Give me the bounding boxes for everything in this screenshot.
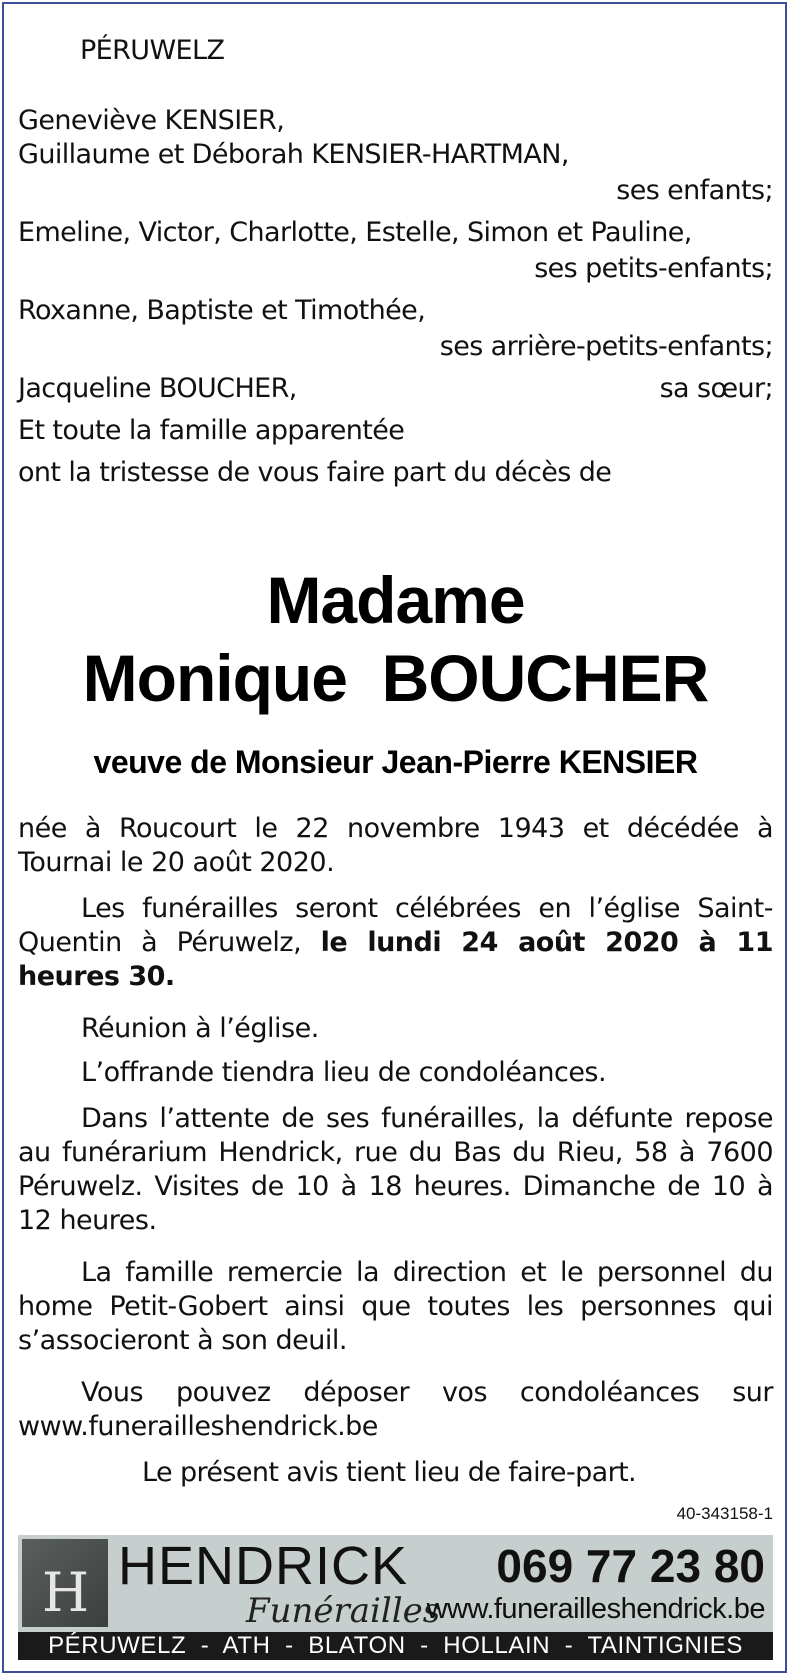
reference-number: 40-343158-1 xyxy=(676,1504,773,1523)
phone-number: 069 77 23 80 xyxy=(496,1540,765,1592)
relation-great-grandchildren: ses arrière-petits-enfants; xyxy=(439,331,773,362)
relation-grandchildren: ses petits-enfants; xyxy=(534,253,773,284)
website-link[interactable]: www.funerailleshendrick.be xyxy=(426,1593,765,1625)
brand-name: HENDRICK xyxy=(118,1536,409,1596)
funeral-home-banner xyxy=(18,1535,773,1660)
offering-paragraph: L’offrande tiendra lieu de condoléances. xyxy=(81,1057,607,1088)
deceased-title: Madame xyxy=(266,563,525,637)
brand-subtitle: Funérailles xyxy=(246,1591,441,1631)
funeral-date: le lundi 24 août 2020 à 11 heures 30. xyxy=(18,927,773,992)
family-line-1: Geneviève KENSIER, xyxy=(18,105,285,136)
cities-strip: PÉRUWELZ - ATH - BLATON - HOLLAIN - TAINTIGNIES xyxy=(18,1632,773,1660)
deceased-name: Monique BOUCHER xyxy=(82,641,709,715)
relation-sister: sa sœur; xyxy=(659,373,773,404)
funeral-intro: Les funérailles seront célébrées en l’église Saint-Quentin à Péruwelz, xyxy=(18,893,773,958)
birth-death-paragraph: née à Roucourt le 22 novembre 1943 et décédée à Tournai le 20 août 2020. xyxy=(18,813,773,878)
family-line-6: Et toute la famille apparentée xyxy=(18,415,405,446)
family-line-5: Jacqueline BOUCHER, xyxy=(18,373,297,404)
logo-h-icon xyxy=(22,1539,108,1627)
meeting-paragraph: Réunion à l’église. xyxy=(81,1013,319,1044)
funeral-paragraph xyxy=(18,892,773,994)
relation-children: ses enfants; xyxy=(616,175,773,206)
condolences-paragraph: Vous pouvez déposer vos condoléances sur www.funerailleshendrick.be xyxy=(18,1377,773,1442)
visit-paragraph: Dans l’attente de ses funérailles, la défunte repose au funérarium Hendrick, rue du Bas du Rieu, 58 à 7600 Péruwelz. Visites de 10 à 18 heures. Dimanche de 10 à 12 heures. xyxy=(18,1103,773,1236)
thanks-paragraph: La famille remercie la direction et le personnel du home Petit-Gobert ainsi que toutes les personnes qui s’associeront à son deuil. xyxy=(18,1257,773,1356)
family-line-2: Guillaume et Déborah KENSIER-HARTMAN, xyxy=(18,139,569,170)
family-line-7: ont la tristesse de vous faire part du décès de xyxy=(18,457,612,488)
notice-line: Le présent avis tient lieu de faire-part. xyxy=(142,1457,637,1488)
logo-letter: H xyxy=(42,1561,90,1624)
family-line-4: Roxanne, Baptiste et Timothée, xyxy=(18,295,426,326)
family-line-3: Emeline, Victor, Charlotte, Estelle, Simon et Pauline, xyxy=(18,217,692,248)
deceased-widow-of: veuve de Monsieur Jean-Pierre KENSIER xyxy=(93,744,698,780)
header-city: PÉRUWELZ xyxy=(80,35,225,66)
